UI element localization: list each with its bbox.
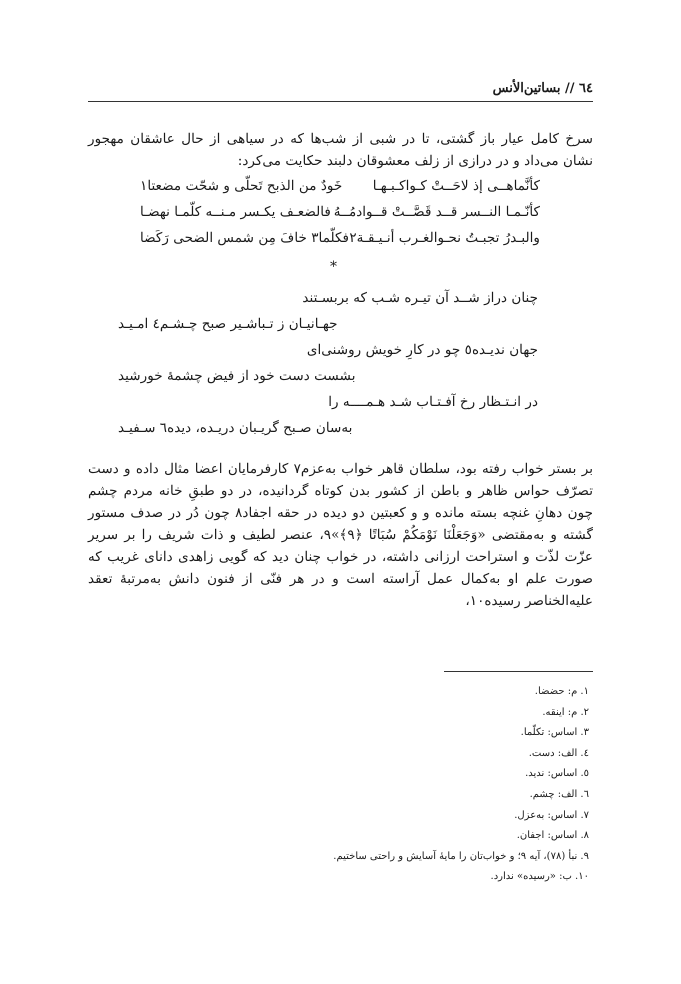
footnote: ٦. الف: چشم.	[529, 788, 589, 800]
footnotes	[88, 682, 593, 888]
paragraph-1: سرخ کامل عیار باز گشتی، تا در شبی از شب‌ها که در سیاهی از حال عاشقان مهجور نشان می‌داد و در درازی از زلف معشوقان دلبند حکایت می‌کرد:	[88, 131, 593, 169]
persian-verse-line: چنان دراز شــد آن تیـره شـب که بربسـتند	[302, 290, 538, 306]
hemistich: فالضعـف یکـسر مـنــه کلّمـا نهضـا	[140, 204, 331, 220]
hemistich: فکلّما٣ خافَ مِن شمس الضحی رَکَضا	[140, 230, 350, 246]
footnote: ١٠. ب: «رسیده» ندارد.	[490, 871, 589, 883]
footnote: ٤. الف: دست.	[528, 747, 589, 759]
running-header: ٦٤ // بساتین‌الأنس	[492, 81, 593, 96]
header-rule	[88, 101, 593, 102]
hemistich: کأنّـمـا النــسر قــد قَصَّــتْ قــوادمُــهُ	[333, 204, 540, 220]
hemistich: کأنَّماهــی إذ لاحَــتْ کـواکـبـهـا	[372, 178, 540, 194]
footnote: ٢. م: اینقه.	[542, 706, 589, 718]
footnote-rule	[444, 671, 593, 672]
arabic-verse-2	[140, 204, 540, 230]
section-asterisk: *	[330, 259, 337, 275]
arabic-poem	[140, 178, 540, 256]
footnote: ١. م: حضضا.	[534, 686, 589, 697]
hemistich: والبـدرُ تجبـتُ نحـوالغـرب أنـیـقـة٢	[349, 230, 540, 246]
arabic-verse-1	[140, 178, 540, 204]
persian-verse-line: جهان ندیـده٥ چو در کارِ خویش روشنی‌ای	[306, 342, 538, 358]
persian-verse-line: جهـانیـان ز تـباشـیر صبح چـشـم٤ امـیـد	[118, 316, 338, 332]
persian-verse-line: به‌سان صـبح گریـبان دریـده، دیده٦ سـفیـد	[118, 420, 353, 436]
persian-verse-line: بشست دست خود از فیض چشمهٔ خورشید	[118, 368, 356, 384]
persian-verse-line: در انـتـظار رخ آفـتـاب شـد هـمــــه را	[328, 394, 538, 410]
footnote: ٩. نبأ (٧٨)، آیه ٩؛ و خواب‌تان را مایهٔ آسایش و راحتی ساختیم.	[333, 850, 589, 862]
footnote: ٧. اساس: به‌عزل.	[514, 809, 589, 821]
footnote: ٥. اساس: ندید.	[525, 768, 589, 780]
paragraph-2: بر بستر خواب رفته بود، سلطان قاهر خواب به‌عزم٧ کارفرمایان اعضا مثال داده و دست تصرّف حواس ظاهر و باطن از کشور بدن کوتاه گردانیده، در دو طبقِ خانه مردم چشم چون دهانِ غنچه بسته مانده و و کعبتین دو دیده در حقه اجفاد٨ چون دُر در صدف مستور گشته و به‌مقتضی «وَجَعَلْنَا نَوْمَكُمْ سُبَاتًا ﴿٩﴾»٩، عنصر لطیف و ذات شریف را بر سریر عزّت لذّت و استراحت ارزانی داشته، در خواب چنان دید که گویی زاهدی دانای غریب که صورت علم او به‌کمال عمل آراسته است و در هر فنّی از فنون دانش به‌مرتبهٔ تعقد علیه‌الخناصر رسیده١٠،	[88, 461, 593, 609]
arabic-verse-3	[140, 230, 540, 256]
footnote: ٨. اساس: اجفان.	[516, 830, 589, 842]
footnote: ٣. اساس: تکلّما.	[520, 727, 589, 739]
hemistich: خَودٌ من الذبح تَحلّی و شحّت مضعتا١	[140, 178, 343, 194]
persian-poem	[118, 290, 538, 446]
